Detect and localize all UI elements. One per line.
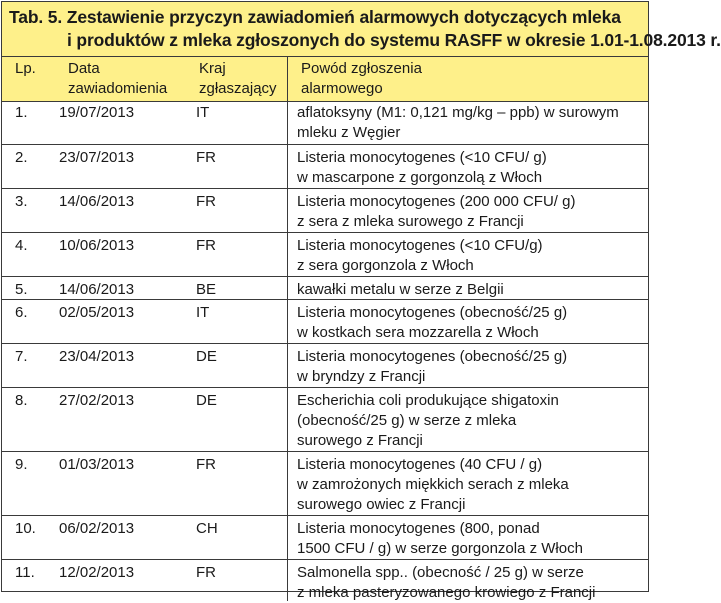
cell-country: FR [196,193,216,210]
cell-country: BE [196,281,217,298]
table-caption [2,2,721,56]
cell-date: 02/05/2013 [59,304,135,321]
reason-line: w zamrożonych miękkich serach z mleka [297,476,569,493]
reason-line: Listeria monocytogenes (obecność/25 g) [297,348,568,365]
row-divider [287,344,288,387]
reason-line: Listeria monocytogenes (200 000 CFU/ g) [297,193,576,210]
table-row [2,233,648,277]
reason-line: z sera z mleka surowego z Francji [297,213,524,230]
cell-reason [297,280,504,300]
row-divider [287,233,288,276]
cell-date: 12/02/2013 [59,564,135,581]
cell-lp: 2. [15,149,28,166]
cell-reason [297,192,575,232]
reason-line: 1500 CFU / g) w serze gorgonzola z Włoch [297,540,583,557]
cell-reason [297,391,559,451]
reason-line: Listeria monocytogenes (800, ponad [297,520,540,537]
row-divider [287,516,288,559]
reason-line: Escherichia coli produkujące shigatoxin [297,392,559,409]
reason-line: Listeria monocytogenes (obecność/25 g) [297,304,568,321]
cell-reason [297,103,619,143]
reason-line: surowego owiec z Francji [297,496,466,513]
row-divider [287,189,288,232]
cell-date: 23/04/2013 [59,348,135,365]
cell-country: IT [196,104,210,121]
cell-date: 10/06/2013 [59,237,135,254]
row-divider [287,277,288,299]
cell-lp: 10. [15,520,36,537]
cell-lp: 4. [15,237,28,254]
table-row [2,189,648,233]
cell-date: 19/07/2013 [59,104,135,121]
table-row [2,344,648,388]
cell-lp: 8. [15,392,28,409]
table-row [2,388,648,452]
row-divider [287,100,288,144]
header-divider [287,57,288,101]
table-row [2,452,648,516]
cell-lp: 6. [15,304,28,321]
table-header [2,56,648,102]
cell-reason [297,347,567,387]
reason-line: Listeria monocytogenes (<10 CFU/ g) [297,149,547,166]
reason-line: mleku z Węgier [297,124,401,141]
reason-line: z sera gorgonzola z Włoch [297,257,474,274]
cell-country: FR [196,149,216,166]
reason-line: Listeria monocytogenes (40 CFU / g) [297,456,543,473]
row-divider [287,560,288,601]
cell-date: 14/06/2013 [59,193,135,210]
reason-line: w kostkach sera mozzarella z Włoch [297,324,539,341]
header-reason: Powód zgłoszenia alarmowego [301,60,422,97]
reason-line: z mleka pasteryzowanego krowiego z Francji [297,584,596,601]
cell-reason [297,303,567,343]
cell-reason [297,563,595,603]
cell-reason [297,236,543,276]
row-divider [287,300,288,343]
reason-line: kawałki metalu w serze z Belgii [297,281,504,298]
cell-date: 01/03/2013 [59,456,135,473]
cell-country: FR [196,564,216,581]
table-row [2,277,648,300]
header-lp: Lp. [15,60,36,77]
cell-country: FR [196,456,216,473]
table-frame [1,1,721,601]
reason-line: w bryndzy z Francji [297,368,426,385]
header-date: Data zawiadomienia [68,60,168,97]
cell-reason [297,148,547,188]
cell-lp: 1. [15,104,28,121]
caption-line-1: Tab. 5. Zestawienie przyczyn zawiadomień alarmowych dotyczących mleka [9,7,621,27]
cell-country: CH [196,520,218,537]
table-row [2,100,648,145]
reason-line: w mascarpone z gorgonzolą z Włoch [297,169,543,186]
reason-line: (obecność/25 g) w serze z mleka [297,412,517,429]
cell-reason [297,455,569,515]
reason-line: surowego z Francji [297,432,423,449]
cell-country: IT [196,304,210,321]
header-country: Kraj zgłaszający [199,60,277,97]
reason-line: Salmonella spp.. (obecność / 25 g) w serze [297,564,584,581]
cell-lp: 11. [15,564,35,581]
cell-date: 06/02/2013 [59,520,135,537]
cell-reason [297,519,583,559]
cell-lp: 7. [15,348,28,365]
table-row [2,300,648,344]
row-divider [287,388,288,451]
table-row [2,516,648,560]
cell-date: 27/02/2013 [59,392,135,409]
row-divider [287,452,288,515]
cell-country: DE [196,348,217,365]
cell-country: FR [196,237,216,254]
caption-line-2: i produktów z mleka zgłoszonych do systemu RASFF w okresie 1.01-1.08.2013 r. [67,30,721,50]
cell-lp: 3. [15,193,28,210]
cell-date: 14/06/2013 [59,281,135,298]
cell-country: DE [196,392,217,409]
row-divider [287,145,288,188]
cell-lp: 9. [15,456,28,473]
cell-date: 23/07/2013 [59,149,135,166]
reason-line: aflatoksyny (M1: 0,121 mg/kg – ppb) w surowym [297,104,619,121]
table-row [2,145,648,189]
cell-lp: 5. [15,281,28,298]
table-row [2,560,648,601]
reason-line: Listeria monocytogenes (<10 CFU/g) [297,237,543,254]
